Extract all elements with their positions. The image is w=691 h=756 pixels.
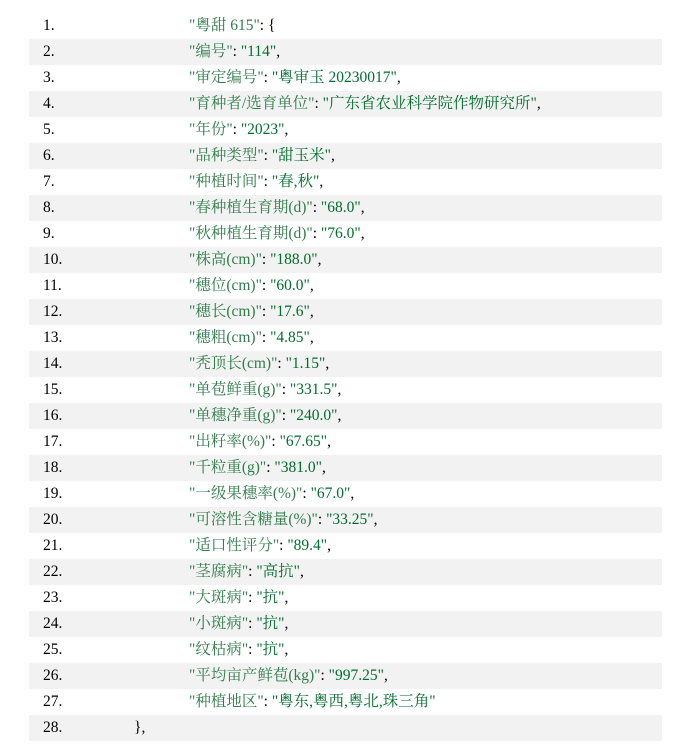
json-separator: : [271, 433, 280, 450]
json-key: "小斑病" [189, 615, 249, 632]
line-number: 2. [43, 43, 55, 60]
json-value: "抗" [256, 589, 285, 606]
code-line-5 [29, 117, 662, 143]
code-line-8 [29, 195, 662, 221]
code-line-25 [29, 637, 662, 663]
json-key: "审定编号" [189, 69, 264, 86]
json-comma: , [321, 459, 326, 476]
json-key: "秋种植生育期(d)" [189, 225, 313, 242]
line-number: 16. [43, 407, 63, 424]
code-line-22 [29, 559, 662, 585]
json-key: "年份" [189, 121, 233, 138]
code-line-7 [29, 169, 662, 195]
code-line-2 [29, 39, 662, 65]
code-line-16 [29, 403, 662, 429]
json-separator: : [263, 69, 272, 86]
code-text [189, 221, 365, 247]
json-key: "纹枯病" [189, 641, 249, 658]
json-separator: : [279, 537, 288, 554]
json-value: "997.25" [328, 667, 384, 684]
json-comma: , [309, 277, 314, 294]
code-text [189, 91, 541, 117]
json-key: "春种植生育期(d)" [189, 199, 313, 216]
code-text [189, 429, 331, 455]
code-text [189, 65, 401, 91]
json-value: "188.0" [270, 251, 318, 268]
json-comma: , [309, 329, 314, 346]
line-number: 23. [43, 589, 63, 606]
json-key: "大斑病" [189, 589, 249, 606]
json-value: "抗" [256, 615, 285, 632]
json-separator: : [277, 355, 286, 372]
line-number: 22. [43, 563, 63, 580]
json-separator: : [232, 121, 241, 138]
json-value: "春,秋" [271, 173, 320, 190]
line-number: 14. [43, 355, 63, 372]
line-number: 20. [43, 511, 63, 528]
json-comma: , [337, 381, 342, 398]
code-text [189, 637, 288, 663]
json-comma: , [383, 667, 388, 684]
code-line-6 [29, 143, 662, 169]
code-line-20 [29, 507, 662, 533]
code-line-15 [29, 377, 662, 403]
line-number: 4. [43, 95, 55, 112]
json-separator: : [281, 407, 290, 424]
json-separator: : [281, 381, 290, 398]
code-line-10 [29, 247, 662, 273]
json-key: "平均亩产鲜苞(kg)" [189, 667, 321, 684]
line-number: 17. [43, 433, 63, 450]
json-comma: , [276, 43, 281, 60]
code-text [189, 325, 314, 351]
json-comma: , [337, 407, 342, 424]
json-key: "编号" [189, 43, 233, 60]
code-text [189, 13, 275, 39]
json-comma: , [536, 95, 541, 112]
code-text [189, 689, 436, 715]
line-number: 1. [43, 17, 55, 34]
line-number: 13. [43, 329, 63, 346]
json-separator: : [261, 303, 271, 320]
json-key: "适口性评分" [189, 537, 280, 554]
json-key: "品种类型" [189, 147, 264, 164]
code-line-3 [29, 65, 662, 91]
json-comma: , [350, 485, 355, 502]
json-key: "种植地区" [189, 693, 264, 710]
code-text [189, 455, 326, 481]
json-separator: : [263, 173, 272, 190]
code-line-12 [29, 299, 662, 325]
json-comma: , [360, 225, 365, 242]
json-comma: , [284, 615, 289, 632]
json-value: "114" [240, 43, 277, 60]
code-line-4 [29, 91, 662, 117]
code-line-14 [29, 351, 662, 377]
code-text [189, 663, 388, 689]
json-key: "千粒重(g)" [189, 459, 267, 476]
json-value: "68.0" [320, 199, 361, 216]
line-number: 26. [43, 667, 63, 684]
json-key: "一级果穗率(%)" [189, 485, 303, 502]
json-key: "穗长(cm)" [189, 303, 262, 320]
code-line-1 [29, 13, 662, 39]
json-value: "甜玉米" [271, 147, 331, 164]
line-number: 28. [43, 719, 63, 736]
line-number: 27. [43, 693, 63, 710]
code-text [189, 247, 322, 273]
code-line-13 [29, 325, 662, 351]
json-separator: : [317, 511, 327, 528]
json-comma: , [284, 641, 289, 658]
json-separator: : [248, 641, 257, 658]
line-number: 12. [43, 303, 63, 320]
code-text [189, 533, 331, 559]
code-line-18 [29, 455, 662, 481]
line-number: 15. [43, 381, 63, 398]
json-closing-brace: }, [134, 719, 146, 736]
code-text [189, 39, 280, 65]
code-text [189, 169, 323, 195]
json-separator: : [248, 589, 257, 606]
json-value: "60.0" [270, 277, 310, 294]
code-line-19 [29, 481, 662, 507]
json-value: "33.25" [326, 511, 374, 528]
line-number: 11. [43, 277, 62, 294]
json-separator: : [248, 615, 257, 632]
json-comma: , [284, 589, 289, 606]
code-text [189, 403, 341, 429]
line-number: 18. [43, 459, 63, 476]
json-comma: , [309, 303, 314, 320]
code-text [189, 611, 288, 637]
json-key: "出籽率(%)" [189, 433, 272, 450]
json-comma: , [325, 355, 330, 372]
json-key: "单苞鲜重(g)" [189, 381, 282, 398]
json-value: "粤东,粤西,粤北,珠三角" [271, 693, 436, 710]
code-text [189, 377, 341, 403]
json-comma: , [327, 433, 331, 450]
code-line-9 [29, 221, 662, 247]
json-key: "育种者/选育单位" [189, 95, 315, 112]
json-separator: : { [259, 17, 276, 34]
json-value: "1.15" [285, 355, 326, 372]
json-comma: , [319, 173, 324, 190]
json-separator: : [320, 667, 329, 684]
line-number: 3. [43, 69, 55, 86]
json-key: "穗位(cm)" [189, 277, 262, 294]
json-value: "17.6" [270, 303, 310, 320]
line-number: 7. [43, 173, 55, 190]
json-comma: , [360, 199, 365, 216]
json-key: "茎腐病" [189, 563, 249, 580]
code-line-27 [29, 689, 662, 715]
code-line-21 [29, 533, 662, 559]
code-text [189, 299, 314, 325]
code-listing [29, 13, 662, 741]
code-text [189, 143, 335, 169]
json-separator: : [248, 563, 257, 580]
json-separator: : [314, 95, 323, 112]
line-number: 9. [43, 225, 55, 242]
code-line-23 [29, 585, 662, 611]
json-separator: : [261, 277, 271, 294]
json-separator: : [312, 199, 321, 216]
code-text [189, 585, 288, 611]
json-comma: , [327, 537, 331, 554]
code-line-17 [29, 429, 662, 455]
code-text [189, 195, 365, 221]
json-key: "株高(cm)" [189, 251, 262, 268]
json-separator: : [263, 693, 272, 710]
json-value: "广东省农业科学院作物研究所" [322, 95, 537, 112]
json-value: "89.4" [287, 537, 328, 554]
json-value: "67.0" [310, 485, 351, 502]
code-line-24 [29, 611, 662, 637]
code-text [189, 481, 354, 507]
code-text [189, 351, 329, 377]
json-key: "穗粗(cm)" [189, 329, 262, 346]
json-separator: : [266, 459, 275, 476]
json-comma: , [284, 121, 289, 138]
json-comma: , [317, 251, 322, 268]
line-number: 21. [43, 537, 63, 554]
code-text [189, 117, 288, 143]
code-text [189, 507, 377, 533]
line-number: 19. [43, 485, 63, 502]
json-value: "331.5" [289, 381, 338, 398]
json-separator: : [302, 485, 311, 502]
json-key: "粤甜 615" [189, 17, 260, 34]
line-number: 5. [43, 121, 55, 138]
json-key: "秃顶长(cm)" [189, 355, 278, 372]
code-line-11 [29, 273, 662, 299]
code-text [134, 715, 145, 741]
json-value: "抗" [256, 641, 285, 658]
line-number: 10. [43, 251, 63, 268]
json-separator: : [261, 251, 271, 268]
json-value: "67.65" [279, 433, 328, 450]
json-value: "粤审玉 20230017" [271, 69, 397, 86]
line-number: 24. [43, 615, 63, 632]
code-line-28 [29, 715, 662, 741]
json-value: "381.0" [274, 459, 322, 476]
line-number: 8. [43, 199, 55, 216]
json-key: "可溶性含糖量(%)" [189, 511, 318, 528]
code-text [189, 559, 304, 585]
json-comma: , [396, 69, 401, 86]
json-value: "高抗" [256, 563, 300, 580]
json-separator: : [232, 43, 241, 60]
json-value: "4.85" [270, 329, 310, 346]
json-comma: , [300, 563, 304, 580]
json-value: "240.0" [289, 407, 338, 424]
code-line-26 [29, 663, 662, 689]
json-key: "种植时间" [189, 173, 264, 190]
json-separator: : [261, 329, 271, 346]
json-separator: : [263, 147, 272, 164]
json-key: "单穗净重(g)" [189, 407, 282, 424]
json-value: "2023" [240, 121, 285, 138]
code-text [189, 273, 314, 299]
json-comma: , [373, 511, 378, 528]
json-value: "76.0" [320, 225, 361, 242]
json-comma: , [331, 147, 335, 164]
line-number: 6. [43, 147, 55, 164]
line-number: 25. [43, 641, 63, 658]
json-separator: : [312, 225, 321, 242]
